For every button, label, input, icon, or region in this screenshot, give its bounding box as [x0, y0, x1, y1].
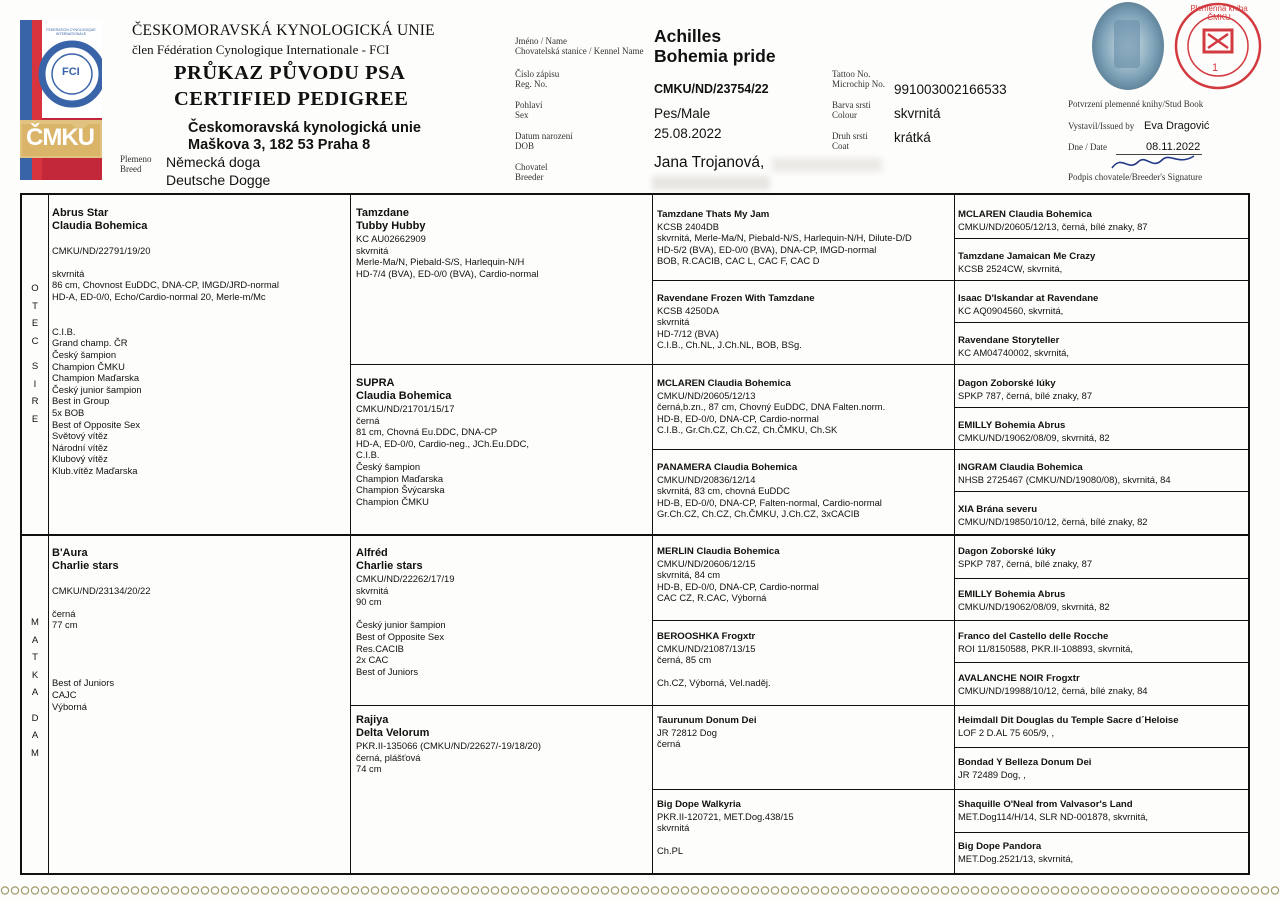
ancestor-name: INGRAM Claudia Bohemica	[958, 462, 1083, 473]
side-letter: S	[31, 361, 39, 372]
row-divider	[350, 364, 1248, 365]
detail-line: LOF 2 D.AL 75 605/9, ,	[958, 726, 1055, 738]
detail-line	[52, 303, 346, 315]
stud-book-seal	[1172, 0, 1264, 92]
reg-number: CMKU/ND/23754/22	[654, 82, 769, 96]
ancestor-name: MCLAREN Claudia Bohemica	[958, 209, 1092, 220]
side-letter: A	[31, 730, 39, 741]
ancestor-name: MERLIN Claudia Bohemica	[657, 546, 780, 557]
detail-line: CMKU/ND/19988/10/12, černá, bílé znaky, 84	[958, 684, 1148, 696]
detail-line: Český šampion	[356, 460, 421, 472]
detail-line	[356, 608, 648, 620]
great-grandparent-cell	[657, 209, 951, 279]
breeder-label-cz: Chovatel	[515, 162, 548, 172]
ancestor-name: Isaac D'Iskandar at Ravendane	[958, 293, 1099, 304]
row-divider	[954, 747, 1248, 748]
detail-line	[657, 834, 951, 846]
detail-line: Světový vítěz	[52, 430, 108, 442]
detail-line	[52, 654, 346, 666]
detail-line: Champion ČMKU	[356, 495, 429, 507]
colour-value: skvrnitá	[894, 106, 941, 121]
seal-text: Plemenná kniha ČMKU	[1190, 4, 1248, 22]
detail-line: Český šampion	[52, 348, 117, 360]
ancestor-name: Franco del Castello delle Rocche	[958, 631, 1109, 642]
detail-line: 74 cm	[356, 763, 382, 775]
detail-line: C.I.B.	[52, 325, 76, 337]
breeder-label-en: Breeder	[515, 172, 544, 182]
detail-line: C.I.B.	[356, 449, 380, 461]
side-letter: K	[31, 669, 39, 681]
detail-line: Gr.Ch.CZ, Ch.CZ, Ch.ČMKU, J.Ch.CZ, 3xCACIB	[657, 508, 860, 520]
detail-line: skvrnitá	[356, 244, 389, 256]
great-grandparent-cell	[657, 799, 951, 871]
ancestor-cell	[958, 589, 1246, 617]
detail-line	[52, 573, 346, 585]
detail-line: 86 cm, Chovnost EuDDC, DNA-CP, IMGD/JRD-normal	[52, 279, 279, 291]
redacted-area	[772, 158, 882, 172]
detail-line: Ch.PL	[657, 845, 684, 857]
detail-line: CMKU/ND/19062/08/09, skvrnitá, 82	[958, 600, 1110, 612]
detail-line: černá,b.zn., 87 cm, Chovný EuDDC, DNA Falten.norm.	[657, 401, 886, 413]
side-letter: E	[31, 318, 39, 329]
detail-line: C.I.B., Gr.Ch.CZ, Ch.CZ, Ch.ČMKU, Ch.SK	[657, 424, 838, 436]
detail-line: Best of Opposite Sex	[52, 418, 141, 430]
detail-line: KCSB 2524CW, skvrnitá,	[958, 262, 1063, 274]
detail-line: 81 cm, Chovná Eu.DDC, DNA-CP	[356, 426, 498, 438]
breed-en: Deutsche Dogge	[166, 172, 271, 188]
side-letter: A	[31, 634, 39, 646]
row-divider	[954, 407, 1248, 408]
ancestor-name: Big Dope Pandora	[958, 841, 1042, 852]
detail-line: černá	[52, 607, 76, 619]
stud-book-label: Potvrzení plemenné knihy/Stud Book	[1068, 99, 1204, 109]
logo-ring-text: FEDERATION CYNOLOGIQUE INTERNATIONALE	[46, 28, 96, 36]
ancestor-name: XIA Brána severu	[958, 504, 1038, 515]
row-divider	[954, 491, 1248, 492]
detail-line: PKR.II-120721, MET.Dog.438/15	[657, 810, 794, 822]
breed-label-cz: Plemeno	[120, 154, 152, 164]
detail-line: CMKU/ND/20606/12/15	[657, 557, 756, 569]
ancestor-name: AVALANCHE NOIR Frogxtr	[958, 673, 1080, 684]
detail-line: MET.Dog.2521/13, skvrnitá,	[958, 852, 1074, 864]
detail-line: HD-A, ED-0/0, Cardio-neg., JCh.Eu.DDC,	[356, 437, 529, 449]
kennel-name: Delta Velorum	[356, 727, 430, 739]
detail-line: Český junior šampion	[52, 383, 142, 395]
kennel-name: Tubby Hubby	[356, 220, 426, 232]
detail-line: KCSB 2404DB	[657, 220, 720, 232]
ancestor-cell	[958, 504, 1246, 532]
dam-side-label	[25, 617, 45, 765]
ancestor-cell	[958, 251, 1246, 279]
detail-line: Best of Juniors	[356, 665, 419, 677]
ancestor-name: Dagon Zoborské lúky	[958, 378, 1056, 389]
ancestor-cell	[958, 293, 1246, 321]
coat-label-en: Coat	[832, 141, 849, 151]
dam-cell	[52, 547, 346, 867]
great-grandparent-cell	[657, 462, 951, 532]
ancestor-cell	[958, 378, 1246, 406]
dog-name: B'Aura	[52, 547, 88, 559]
detail-line: HD-5/2 (BVA), ED-0/0 (BVA), DNA-CP, IMGD-normal	[657, 243, 877, 255]
colour-label-cz: Barva srsti	[832, 100, 871, 110]
dog-name: SUPRA	[356, 377, 395, 389]
kennel-name: Charlie stars	[52, 560, 119, 572]
dog-name: Tamzdane	[356, 207, 409, 219]
ancestor-cell	[958, 462, 1246, 490]
kennel-label: Chovatelská stanice / Kennel Name	[515, 46, 644, 56]
detail-line: černá	[657, 738, 681, 750]
row-divider	[954, 832, 1248, 833]
sire-dam-divider	[22, 534, 1248, 536]
detail-line: 90 cm	[356, 596, 382, 608]
breed-label-en: Breed	[120, 164, 142, 174]
detail-line: CMKU/ND/22262/17/19	[356, 573, 455, 584]
colour-label-en: Colour	[832, 110, 858, 120]
ancestor-cell	[958, 841, 1246, 869]
ancestor-cell	[958, 673, 1246, 701]
detail-line: CMKU/ND/22791/19/20	[52, 244, 151, 256]
grandparent-cell	[356, 207, 648, 362]
detail-line: SPKP 787, černá, bílé znaky, 87	[958, 389, 1093, 401]
ancestor-cell	[958, 420, 1246, 448]
seal-number: 1	[1212, 62, 1219, 74]
ancestor-name: Tamzdane Thats My Jam	[657, 209, 770, 220]
detail-line: PKR.II-135066 (CMKU/ND/22627/-19/18/20)	[356, 740, 541, 751]
dob-label-en: DOB	[515, 141, 535, 151]
dog-name: Rajiya	[356, 714, 389, 726]
side-letter: R	[31, 396, 39, 407]
detail-line: Výborná	[52, 700, 87, 712]
issue-date: 08.11.2022	[1146, 141, 1201, 153]
detail-line: JR 72812 Dog	[657, 726, 717, 738]
detail-line: Klubový vítěz	[52, 453, 108, 465]
tattoo-label: Tattoo No.	[832, 69, 871, 79]
ancestor-name: EMILLY Bohemia Abrus	[958, 420, 1066, 431]
dob-value: 25.08.2022	[654, 126, 722, 141]
detail-line: skvrnitá, 83 cm, chovná EuDDC	[657, 485, 790, 497]
detail-line: černá, plášťová	[356, 751, 421, 763]
side-letter: A	[31, 687, 39, 698]
row-divider	[954, 322, 1248, 323]
detail-line: Národní vítěz	[52, 441, 108, 453]
detail-line: skvrnitá	[356, 584, 389, 596]
detail-line: HD-B, ED-0/0, DNA-CP, Cardio-normal	[657, 412, 819, 424]
sex-value: Pes/Male	[654, 106, 711, 121]
row-divider	[954, 578, 1248, 579]
detail-line: MET.Dog114/H/14, SLR ND-001878, skvrnitá,	[958, 810, 1149, 822]
detail-line: Ch.CZ, Výborná, Vel.naděj.	[657, 677, 771, 689]
dog-name: Abrus Star	[52, 207, 109, 219]
union-name: ČESKOMORAVSKÁ KYNOLOGICKÁ UNIE	[132, 22, 435, 39]
coat-label-cz: Druh srsti	[832, 131, 868, 141]
sex-label-en: Sex	[515, 110, 529, 120]
detail-line: Český junior šampion	[356, 619, 446, 631]
kennel-name: Claudia Bohemica	[52, 220, 148, 232]
ancestor-cell	[958, 631, 1246, 659]
detail-line	[52, 643, 346, 655]
detail-line: HD-7/4 (BVA), ED-0/0 (BVA), Cardio-normal	[356, 267, 539, 279]
ancestor-cell	[958, 757, 1246, 785]
detail-line: HD-B, ED-0/0, DNA-CP, Falten-normal, Cardio-normal	[657, 496, 882, 508]
detail-line: JR 72489 Dog, ,	[958, 768, 1026, 780]
detail-line: 77 cm	[52, 619, 78, 631]
issued-by-label: Vystavil/Issued by	[1068, 121, 1135, 131]
grandparent-cell	[356, 547, 648, 702]
ancestor-cell	[958, 546, 1246, 574]
side-letter: D	[31, 712, 39, 724]
great-grandparent-cell	[657, 546, 951, 616]
detail-line: skvrnitá, 84 cm	[657, 569, 721, 581]
ancestor-name: Bondad Y Belleza Donum Dei	[958, 757, 1092, 768]
hologram-stamp	[1088, 0, 1168, 92]
microchip-number: 991003002166533	[894, 82, 1007, 97]
issuer-name: Českomoravská kynologická unie	[188, 120, 421, 136]
detail-line: CMKU/ND/20605/12/13	[657, 389, 756, 401]
detail-line: skvrnitá	[657, 316, 690, 328]
detail-line: Grand champ. ČR	[52, 337, 128, 349]
detail-line: Champion Maďarska	[52, 372, 140, 384]
side-letter: C	[31, 335, 39, 347]
detail-line: NHSB 2725467 (CMKU/ND/19080/08), skvrnitá, 84	[958, 473, 1171, 485]
great-grandparent-cell	[657, 715, 951, 785]
decorative-border	[0, 884, 1280, 897]
detail-line: CMKU/ND/19850/10/12, černá, bílé znaky, 82	[958, 515, 1148, 527]
date-label: Dne / Date	[1068, 142, 1107, 152]
detail-line: Best of Opposite Sex	[356, 630, 445, 642]
grandparent-cell	[356, 377, 648, 532]
grandparent-cell	[356, 714, 648, 869]
detail-line: KC AQ0904560, skvrnitá,	[958, 304, 1064, 316]
side-letter: O	[31, 283, 39, 294]
row-divider	[954, 662, 1248, 663]
signature-label: Podpis chovatele/Breeder's Signature	[1068, 172, 1203, 182]
detail-line: Champion Švýcarska	[356, 484, 445, 496]
ancestor-name: MCLAREN Claudia Bohemica	[657, 378, 791, 389]
ancestor-name: Ravendane Storyteller	[958, 335, 1060, 346]
document-title-cz: PRŮKAZ PŮVODU PSA	[174, 62, 406, 84]
ancestor-name: PANAMERA Claudia Bohemica	[657, 462, 798, 473]
issued-by: Eva Dragović	[1144, 120, 1210, 132]
ancestor-cell	[958, 799, 1246, 827]
row-divider	[652, 620, 1248, 621]
detail-line: 2x CAC	[356, 654, 389, 666]
detail-line: BOB, R.CACIB, CAC L, CAC F, CAC D	[657, 255, 820, 267]
side-letter: E	[31, 413, 39, 425]
ancestor-name: Big Dope Walkyria	[657, 799, 741, 810]
reg-label-en: Reg. No.	[515, 79, 548, 89]
detail-line: Best in Group	[52, 395, 110, 407]
side-letter: M	[31, 617, 39, 628]
sire-side-label	[25, 283, 45, 431]
row-divider	[652, 449, 1248, 450]
cmku-logo	[20, 20, 102, 180]
detail-line: skvrnitá, Merle-Ma/N, Piebald-N/S, Harlequin-N/H, Dilute-D/D	[657, 232, 912, 244]
kennel-name: Claudia Bohemica	[356, 390, 452, 402]
logo-fci-text: FCI	[62, 66, 80, 78]
detail-line: skvrnitá	[52, 267, 85, 279]
issuer-address: Maškova 3, 182 53 Praha 8	[188, 137, 371, 153]
ancestor-name: Ravendane Frozen With Tamzdane	[657, 293, 815, 304]
document-title-en: CERTIFIED PEDIGREE	[174, 88, 409, 110]
detail-line	[52, 233, 346, 245]
row-divider	[954, 238, 1248, 239]
detail-line: CMKU/ND/19062/08/09, skvrnitá, 82	[958, 431, 1110, 443]
detail-line	[52, 596, 346, 608]
ancestor-name: Tamzdane Jamaican Me Crazy	[958, 251, 1096, 262]
side-letter: M	[31, 747, 39, 759]
detail-line: Res.CACIB	[356, 642, 404, 654]
microchip-label: Microchip No.	[832, 79, 885, 89]
great-grandparent-cell	[657, 378, 951, 448]
side-letter: I	[33, 378, 37, 390]
detail-line: Champion Maďarska	[356, 472, 444, 484]
detail-line: KC AM04740002, skvrnitá,	[958, 346, 1069, 358]
ancestor-name: EMILLY Bohemia Abrus	[958, 589, 1066, 600]
detail-line: HD-A, ED-0/0, Echo/Cardio-normal 20, Merle-m/Mc	[52, 290, 266, 302]
coat-value: krátká	[894, 130, 931, 145]
detail-line: černá	[356, 414, 380, 426]
detail-line: KCSB 4250DA	[657, 304, 720, 316]
detail-line: ROI 11/8150588, PKR.II-108893, skvrnitá,	[958, 642, 1133, 654]
detail-line: HD-7/12 (BVA)	[657, 327, 719, 339]
ancestor-cell	[958, 335, 1246, 363]
detail-line: CMKU/ND/20605/12/13, černá, bílé znaky, 87	[958, 220, 1148, 232]
pedigree-table	[20, 193, 1250, 875]
detail-line	[52, 314, 346, 326]
ancestor-cell	[958, 715, 1246, 743]
ancestor-name: BEROOSHKA Frogxtr	[657, 631, 756, 642]
detail-line: CMKU/ND/23134/20/22	[52, 584, 151, 596]
detail-line	[52, 256, 346, 268]
sire-cell	[52, 207, 346, 532]
side-letter: T	[32, 300, 38, 312]
detail-line: černá, 85 cm	[657, 654, 712, 666]
detail-line: Best of Juniors	[52, 677, 115, 689]
detail-line: Klub.vítěz Maďarska	[52, 464, 138, 476]
detail-line	[52, 666, 346, 678]
row-divider	[652, 789, 1248, 790]
detail-line: C.I.B., Ch.NL, J.Ch.NL, BOB, BSg.	[657, 339, 802, 351]
breeder-name: Jana Trojanová,	[654, 154, 765, 171]
detail-line: skvrnitá	[657, 822, 690, 834]
row-divider	[350, 705, 1248, 706]
detail-line: CAC CZ, R.CAC, Výborná	[657, 592, 767, 604]
detail-line: SPKP 787, černá, bílé znaky, 87	[958, 557, 1093, 569]
great-grandparent-cell	[657, 293, 951, 363]
detail-line: HD-B, ED-0/0, DNA-CP, Cardio-normal	[657, 580, 819, 592]
side-letter: T	[32, 652, 38, 663]
ancestor-name: Shaquille O'Neal from Valvasor's Land	[958, 799, 1133, 810]
detail-line: CMKU/ND/21701/15/17	[356, 403, 455, 414]
great-grandparent-cell	[657, 631, 951, 701]
ancestor-name: Taurunum Donum Dei	[657, 715, 757, 726]
sex-label-cz: Pohlaví	[515, 100, 543, 110]
fci-membership: člen Fédération Cynologique Internationale - FCI	[132, 42, 390, 57]
row-divider	[652, 280, 1248, 281]
detail-line: CAJC	[52, 688, 77, 700]
name-label: Jméno / Name	[515, 36, 567, 46]
logo-cmku-text: ČMKU	[26, 124, 94, 151]
detail-line: Merle-Ma/N, Piebald-S/S, Harlequin-N/H	[356, 256, 525, 268]
detail-line: CMKU/ND/21087/13/15	[657, 642, 756, 654]
redacted-area	[652, 176, 770, 190]
detail-line: Champion ČMKU	[52, 360, 125, 372]
ancestor-name: Dagon Zoborské lúky	[958, 546, 1056, 557]
breed-cz: Německá doga	[166, 154, 261, 170]
ancestor-cell	[958, 209, 1246, 237]
detail-line: KC AU02662909	[356, 233, 426, 244]
dob-label-cz: Datum narození	[515, 131, 573, 141]
detail-line	[52, 631, 346, 643]
dog-name: Achilles	[654, 26, 722, 46]
dog-name: Alfréd	[356, 547, 388, 559]
detail-line: 5x BOB	[52, 406, 85, 418]
detail-line	[657, 666, 951, 678]
ancestor-name: Heimdall Dit Douglas du Temple Sacre d´Heloise	[958, 715, 1179, 726]
detail-line: CMKU/ND/20836/12/14	[657, 473, 756, 485]
kennel-name: Charlie stars	[356, 560, 423, 572]
kennel-name: Bohemia pride	[654, 46, 776, 66]
reg-label-cz: Číslo zápisu	[515, 69, 560, 79]
